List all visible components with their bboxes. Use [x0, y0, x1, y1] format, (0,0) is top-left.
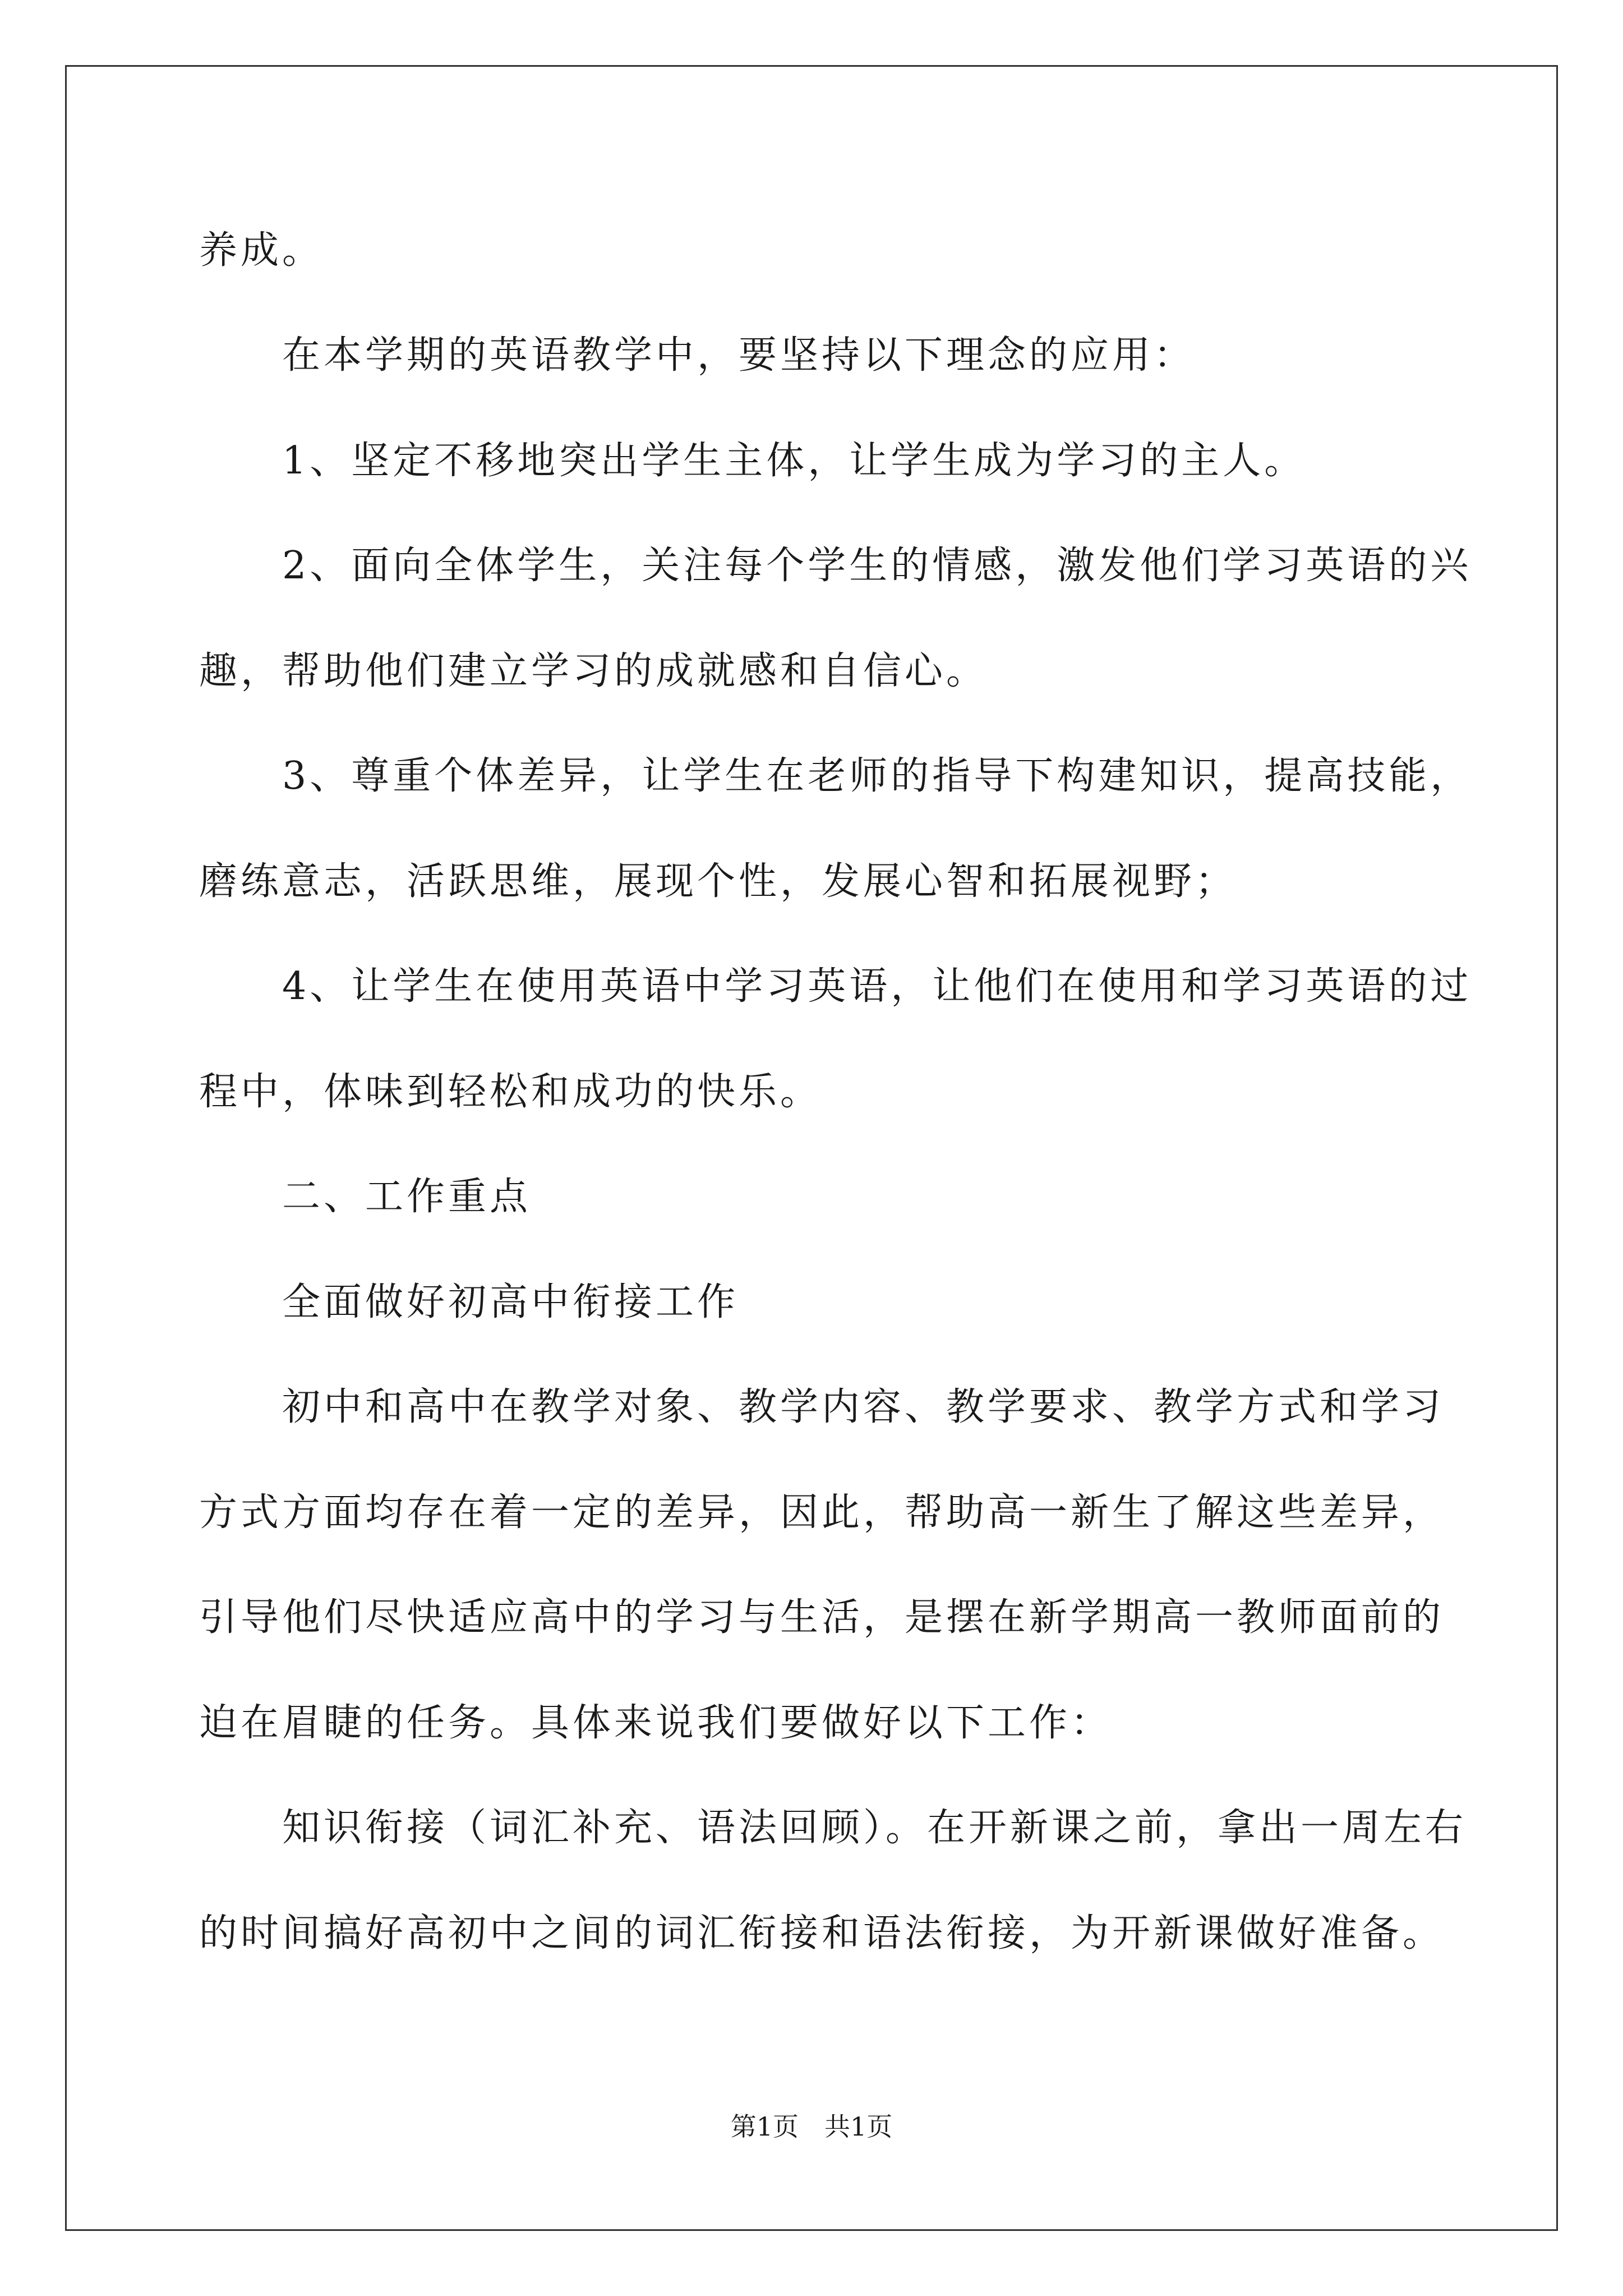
subsection-heading: 全面做好初高中衔接工作: [199, 1280, 739, 1324]
text-line: 的时间搞好高初中之间的词汇衔接和语法衔接，为开新课做好准备。: [199, 1911, 1445, 1955]
text-line: 3、尊重个体差异，让学生在老师的指导下构建知识，提高技能，: [199, 754, 1472, 798]
text-line: 1、坚定不移地突出学生主体，让学生成为学习的主人。: [199, 439, 1306, 483]
text-line: 方式方面均存在着一定的差异，因此，帮助高一新生了解这些差异，: [199, 1490, 1445, 1535]
text-line: 迫在眉睫的任务。具体来说我们要做好以下工作：: [199, 1701, 1113, 1745]
section-heading: 二、工作重点: [199, 1175, 532, 1219]
text-line: 初中和高中在教学对象、教学内容、教学要求、教学方式和学习: [199, 1385, 1445, 1429]
page-border: [65, 65, 1558, 2231]
text-line: 养成。: [199, 228, 324, 273]
text-line: 引导他们尽快适应高中的学习与生活，是摆在新学期高一教师面前的: [199, 1595, 1445, 1640]
text-line: 在本学期的英语教学中，要坚持以下理念的应用：: [199, 333, 1196, 378]
text-line: 磨练意志，活跃思维，展现个性，发展心智和拓展视野；: [199, 859, 1237, 904]
page-number-footer: 第1页 共1页: [730, 2111, 893, 2142]
text-line: 程中，体味到轻松和成功的快乐。: [199, 1070, 822, 1114]
text-line: 4、让学生在使用英语中学习英语，让他们在使用和学习英语的过: [199, 964, 1472, 1009]
text-line: 趣，帮助他们建立学习的成就感和自信心。: [199, 649, 988, 693]
text-line: 2、面向全体学生，关注每个学生的情感，激发他们学习英语的兴: [199, 544, 1472, 588]
text-line: 知识衔接（词汇补充、语法回顾）。在开新课之前，拿出一周左右: [199, 1806, 1467, 1850]
